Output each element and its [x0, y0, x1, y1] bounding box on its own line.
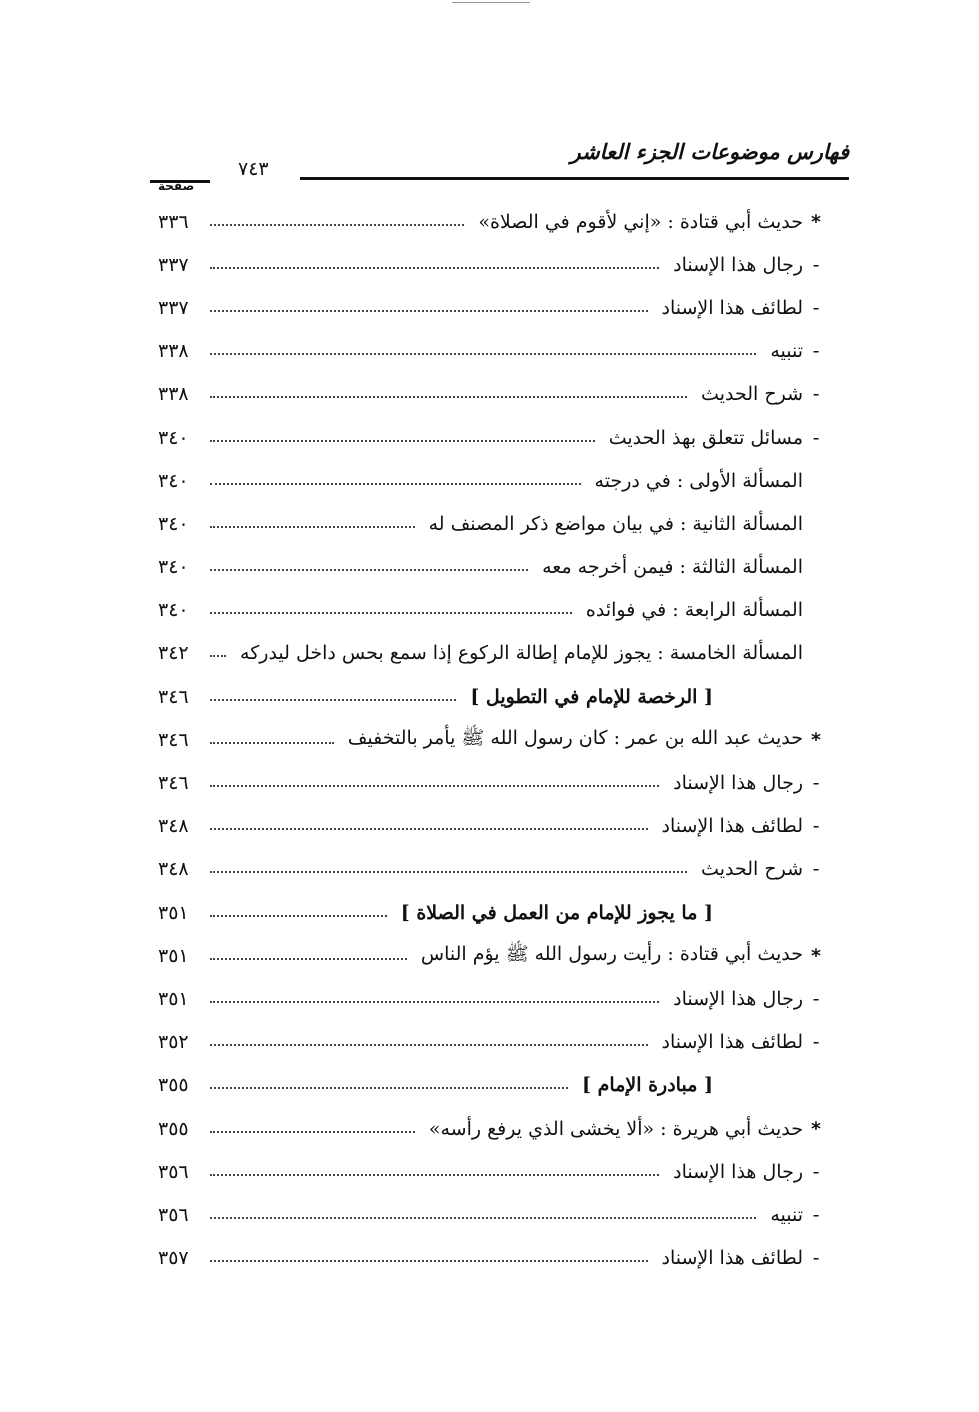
toc-entry-page: ٣٤٨: [158, 858, 189, 881]
toc-entry: [158, 1107, 829, 1150]
dot-leader: [210, 612, 572, 614]
dot-leader: [210, 915, 387, 917]
toc-entry-page: ٣٥٧: [158, 1247, 189, 1270]
dash-bullet: -: [812, 383, 820, 406]
toc-entry-page: ٣٤٠: [158, 512, 189, 535]
toc-entry-title: شرح الحديث: [701, 383, 803, 406]
toc-entry-title: لطائف هذا الإسناد: [661, 1247, 803, 1270]
toc-entry: [158, 934, 829, 977]
toc-entry-title: تنبيه: [770, 340, 803, 363]
table-of-contents: [158, 200, 829, 1280]
toc-entry: [158, 718, 829, 761]
toc-entry-title: حديث عبد الله بن عمر : كان رسول الله ﷺ يأمر بالتخفيف: [347, 726, 803, 749]
toc-entry-title: المسألة الرابعة : في فوائده: [585, 599, 803, 622]
toc-entry-page: ٣٥٢: [158, 1031, 189, 1054]
dot-leader: [210, 1087, 568, 1089]
toc-entry: [158, 1237, 829, 1280]
toc-entry: [158, 848, 829, 891]
dot-leader: [210, 655, 226, 657]
dot-leader: [210, 569, 528, 571]
toc-entry-page: ٣٥٥: [158, 1117, 189, 1140]
hadith-bullet: *: [811, 1117, 821, 1140]
page-column-label: صفحة: [158, 179, 195, 193]
toc-entry: [158, 546, 829, 589]
toc-entry-page: ٣٣٧: [158, 296, 189, 319]
toc-entry-title: مسائل تتعلق بهذ الحديث: [608, 426, 803, 449]
dash-bullet: -: [812, 815, 820, 838]
toc-entry-title: حديث أبي قتادة : رأيت رسول الله ﷺ يؤم الناس: [420, 942, 803, 965]
dot-leader: [210, 1217, 756, 1219]
toc-entry-page: ٣٤٨: [158, 815, 189, 838]
page-number: ٧٤٣: [238, 158, 269, 180]
toc-entry-page: ٣٤٠: [158, 599, 189, 622]
toc-entry: [158, 243, 829, 286]
toc-entry-title: شرح الحديث: [701, 858, 803, 881]
dot-leader: [210, 1174, 659, 1176]
dash-bullet: -: [812, 1031, 820, 1054]
toc-section-heading: [158, 1064, 829, 1107]
toc-entry: [158, 761, 829, 804]
hadith-bullet: *: [811, 210, 821, 233]
toc-entry-page: ٣٤٠: [158, 426, 189, 449]
toc-entry-title: لطائف هذا الإسناد: [661, 815, 803, 838]
dot-leader: [210, 526, 415, 528]
dash-bullet: -: [812, 1160, 820, 1183]
dash-bullet: -: [812, 253, 820, 276]
running-title: فهارس موضوعات الجزء العاشر: [570, 140, 849, 164]
dot-leader: [210, 785, 659, 787]
page-header: [150, 140, 849, 193]
toc-entry: [158, 1150, 829, 1193]
toc-entry-title: تنبيه: [770, 1203, 803, 1226]
dot-leader: [210, 224, 464, 226]
dot-leader: [210, 483, 581, 485]
toc-entry-title: لطائف هذا الإسناد: [661, 296, 803, 319]
toc-entry: [158, 416, 829, 459]
toc-entry: [158, 589, 829, 632]
dot-leader: [210, 958, 407, 960]
top-edge-rule: [452, 2, 530, 3]
toc-entry: [158, 200, 829, 243]
toc-entry: [158, 977, 829, 1020]
toc-entry-page: ٣٤٦: [158, 685, 189, 708]
toc-entry: [158, 459, 829, 502]
toc-entry-title: المسألة الأولى : في درجته: [594, 469, 803, 492]
dot-leader: [210, 267, 659, 269]
toc-entry-page: ٣٥٦: [158, 1203, 189, 1226]
dash-bullet: -: [812, 772, 820, 795]
toc-entry: [158, 1193, 829, 1236]
toc-entry: [158, 373, 829, 416]
toc-entry-title: [ الرخصة للإمام في التطويل ]: [470, 685, 713, 708]
dot-leader: [210, 742, 334, 744]
dot-leader: [210, 1131, 415, 1133]
toc-entry-page: ٣٥٥: [158, 1074, 189, 1097]
toc-entry-page: ٣٤٠: [158, 556, 189, 579]
toc-entry-title: [ ما يجوز للإمام من العمل في الصلاة ]: [400, 901, 713, 924]
toc-entry: [158, 632, 829, 675]
dot-leader: [210, 1260, 648, 1262]
toc-entry-title: رجال هذا الإسناد: [673, 772, 803, 795]
toc-entry-title: رجال هذا الإسناد: [673, 987, 803, 1010]
toc-entry-title: حديث أبي قتادة : «إني لأقوم في الصلاة»: [478, 210, 803, 233]
dash-bullet: -: [812, 1203, 820, 1226]
toc-entry-page: ٣٤٠: [158, 469, 189, 492]
toc-entry: [158, 1021, 829, 1064]
toc-entry: [158, 805, 829, 848]
toc-entry-page: ٣٣٧: [158, 253, 189, 276]
header-rule: [300, 177, 849, 180]
toc-entry-page: ٣٣٨: [158, 340, 189, 363]
toc-entry: [158, 286, 829, 329]
dash-bullet: -: [812, 1247, 820, 1270]
dot-leader: [210, 699, 456, 701]
toc-entry-page: ٣٣٦: [158, 210, 189, 233]
toc-entry-page: ٣٤٢: [158, 642, 189, 665]
toc-entry-title: رجال هذا الإسناد: [673, 253, 803, 276]
dot-leader: [210, 1044, 648, 1046]
toc-entry-title: لطائف هذا الإسناد: [661, 1031, 803, 1054]
toc-entry: [158, 330, 829, 373]
toc-section-heading: [158, 675, 829, 718]
dot-leader: [210, 310, 648, 312]
hadith-bullet: *: [811, 728, 821, 751]
dot-leader: [210, 828, 648, 830]
toc-entry-title: [ مبادرة الإمام ]: [582, 1074, 713, 1097]
toc-entry: [158, 502, 829, 545]
dash-bullet: -: [812, 858, 820, 881]
dot-leader: [210, 396, 687, 398]
toc-entry-title: حديث أبي هريرة : «ألا يخشى الذي يرفع رأسه»: [428, 1117, 803, 1140]
dash-bullet: -: [812, 987, 820, 1010]
dash-bullet: -: [812, 296, 820, 319]
toc-entry-title: رجال هذا الإسناد: [673, 1160, 803, 1183]
toc-entry-page: ٣٥١: [158, 944, 189, 967]
dot-leader: [210, 871, 687, 873]
toc-entry-page: ٣٥١: [158, 987, 189, 1010]
dot-leader: [210, 353, 756, 355]
toc-section-heading: [158, 891, 829, 934]
dot-leader: [210, 1001, 659, 1003]
dash-bullet: -: [812, 340, 820, 363]
toc-entry-page: ٣٥١: [158, 901, 189, 924]
toc-entry-page: ٣٤٦: [158, 772, 189, 795]
toc-entry-title: المسألة الثانية : في بيان مواضع ذكر المصنف له: [428, 512, 803, 535]
toc-entry-title: المسألة الخامسة : يجوز للإمام إطالة الركوع إذا سمع بحس داخل ليدركه: [240, 642, 803, 665]
toc-entry-page: ٣٥٦: [158, 1160, 189, 1183]
hadith-bullet: *: [811, 944, 821, 967]
dash-bullet: -: [812, 426, 820, 449]
toc-entry-page: ٣٤٦: [158, 728, 189, 751]
dot-leader: [210, 440, 595, 442]
toc-entry-page: ٣٣٨: [158, 383, 189, 406]
toc-entry-title: المسألة الثالثة : فيمن أخرجه معه: [542, 556, 803, 579]
